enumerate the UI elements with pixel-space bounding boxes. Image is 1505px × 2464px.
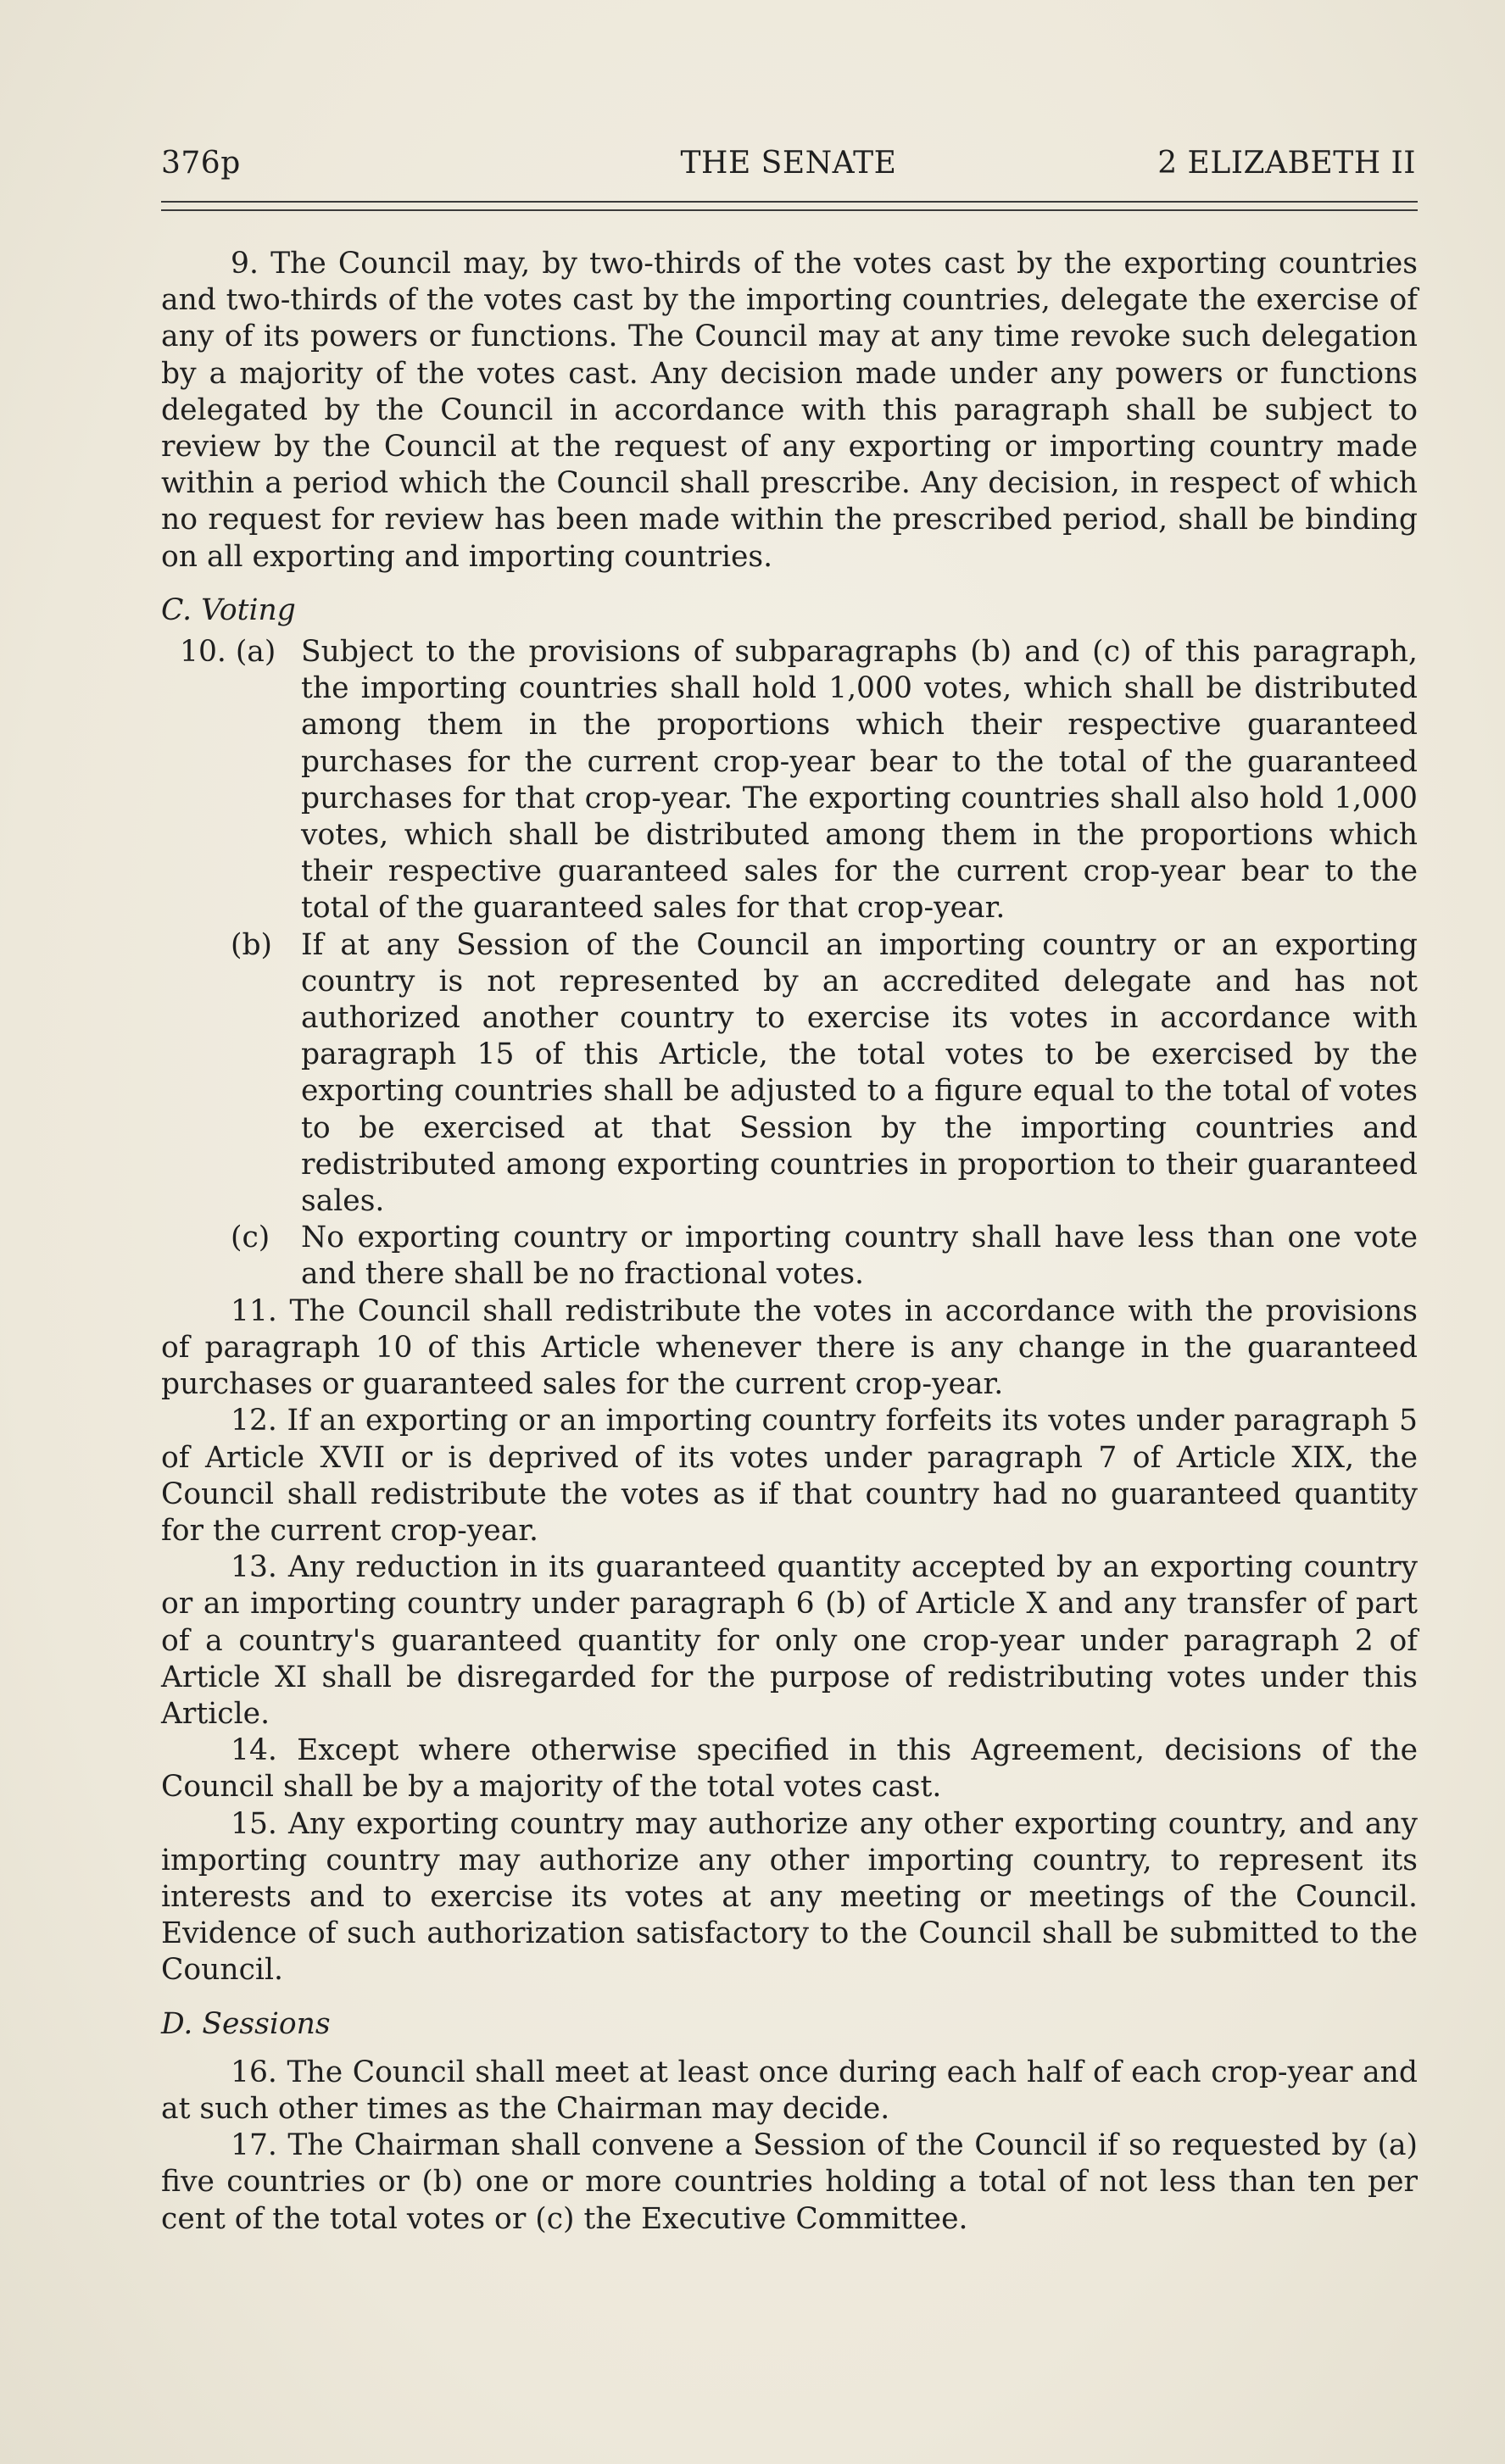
paragraph-9: 9. The Council may, by two-thirds of the votes cast by the exporting countries and two-thirds of the votes cast by the importing countries, delegate the exercise of any of its powers or functions. The Council may at any time revoke such delegation by a majority of the votes cast. Any decision made under any powers or functions delegated by the Council in accordance with this paragraph shall be subject to review by the Council at the request of any exporting or importing country made within a period which the Council shall prescribe. Any decision, in respect of which no request for review has been made within the prescribed period, shall be binding on all exporting and importing countries.	[161, 247, 1418, 574]
page-number: 376p	[161, 146, 241, 181]
document-body	[161, 246, 1418, 2238]
paragraph-10c	[161, 1220, 1418, 1293]
paragraph-12: 12. If an exporting or an importing country forfeits its votes under paragraph 5 of Article XVII or is deprived of its votes under paragraph 7 of Article XIX, the Council shall redistribute the votes as if that country had no guaranteed quantity for the current crop-year.	[161, 1404, 1418, 1548]
header-rule-top	[161, 201, 1418, 203]
running-header	[161, 146, 1416, 188]
header-reign: 2 ELIZABETH II	[1157, 146, 1416, 181]
paragraph-14: 14. Except where otherwise specified in this Agreement, decisions of the Council shall be by a majority of the total votes cast.	[161, 1733, 1418, 1805]
section-heading-sessions: D. Sessions	[161, 2006, 331, 2041]
paragraph-13: 13. Any reduction in its guaranteed quantity accepted by an exporting country or an importing country under paragraph 6 (b) of Article X and any transfer of part of a country's guaranteed quantity for only one crop-year under paragraph 2 of Article XI shall be disregarded for the purpose of redistributing votes under this Article.	[161, 1550, 1418, 1731]
paragraph-10b-text: If at any Session of the Council an importing country or an exporting country is not represented by an accredited delegate and has not authorized another country to exercise its votes in accordance with paragraph 15 of this Article, the total votes to be exercised by the exporting countries shall be adjusted to a figure equal to the total of votes to be exercised at that Session by the importing countries and redistributed among exporting countries in proportion to their guaranteed sales.	[301, 927, 1418, 1219]
paragraph-10a	[161, 634, 1418, 927]
paragraph-10b-label: (b)	[231, 927, 273, 962]
paragraph-16: 16. The Council shall meet at least once during each half of each crop-year and at such other times as the Chairman may decide.	[161, 2055, 1418, 2126]
paragraph-10a-text: Subject to the provisions of subparagraphs (b) and (c) of this paragraph, the importing countries shall hold 1,000 votes, which shall be distributed among them in the proportions which their respective guaranteed purchases for the current crop-year bear to the total of the guaranteed purchases for that crop-year. The exporting countries shall also hold 1,000 votes, which shall be distributed among them in the proportions which their respective guaranteed sales for the current crop-year bear to the total of the guaranteed sales for that crop-year.	[301, 635, 1418, 926]
paragraph-10c-text: No exporting country or importing country shall have less than one vote and there shall be no fractional votes.	[301, 1221, 1418, 1292]
paragraph-10b	[161, 927, 1418, 1221]
paragraph-10a-label: 10. (a)	[180, 635, 276, 670]
paragraph-17: 17. The Chairman shall convene a Session of the Council if so requested by (a) five countries or (b) one or more countries holding a total of not less than ten per cent of the total votes or (c) the Executive Committee.	[161, 2128, 1418, 2236]
section-heading-voting: C. Voting	[161, 592, 296, 627]
paragraph-10c-label: (c)	[231, 1221, 270, 1255]
header-title: THE SENATE	[680, 146, 897, 181]
paragraph-15: 15. Any exporting country may authorize any other exporting country, and any importing country may authorize any other importing country, to represent its interests and to exercise its votes at any meeting or meetings of the Council. Evidence of such authorization satisfactory to the Council shall be submitted to the Council.	[161, 1806, 1418, 1988]
paragraph-11: 11. The Council shall redistribute the votes in accordance with the provisions of paragraph 10 of this Article whenever there is any change in the guaranteed purchases or guaranteed sales for the current crop-year.	[161, 1293, 1418, 1402]
header-rule-bottom	[161, 209, 1418, 211]
